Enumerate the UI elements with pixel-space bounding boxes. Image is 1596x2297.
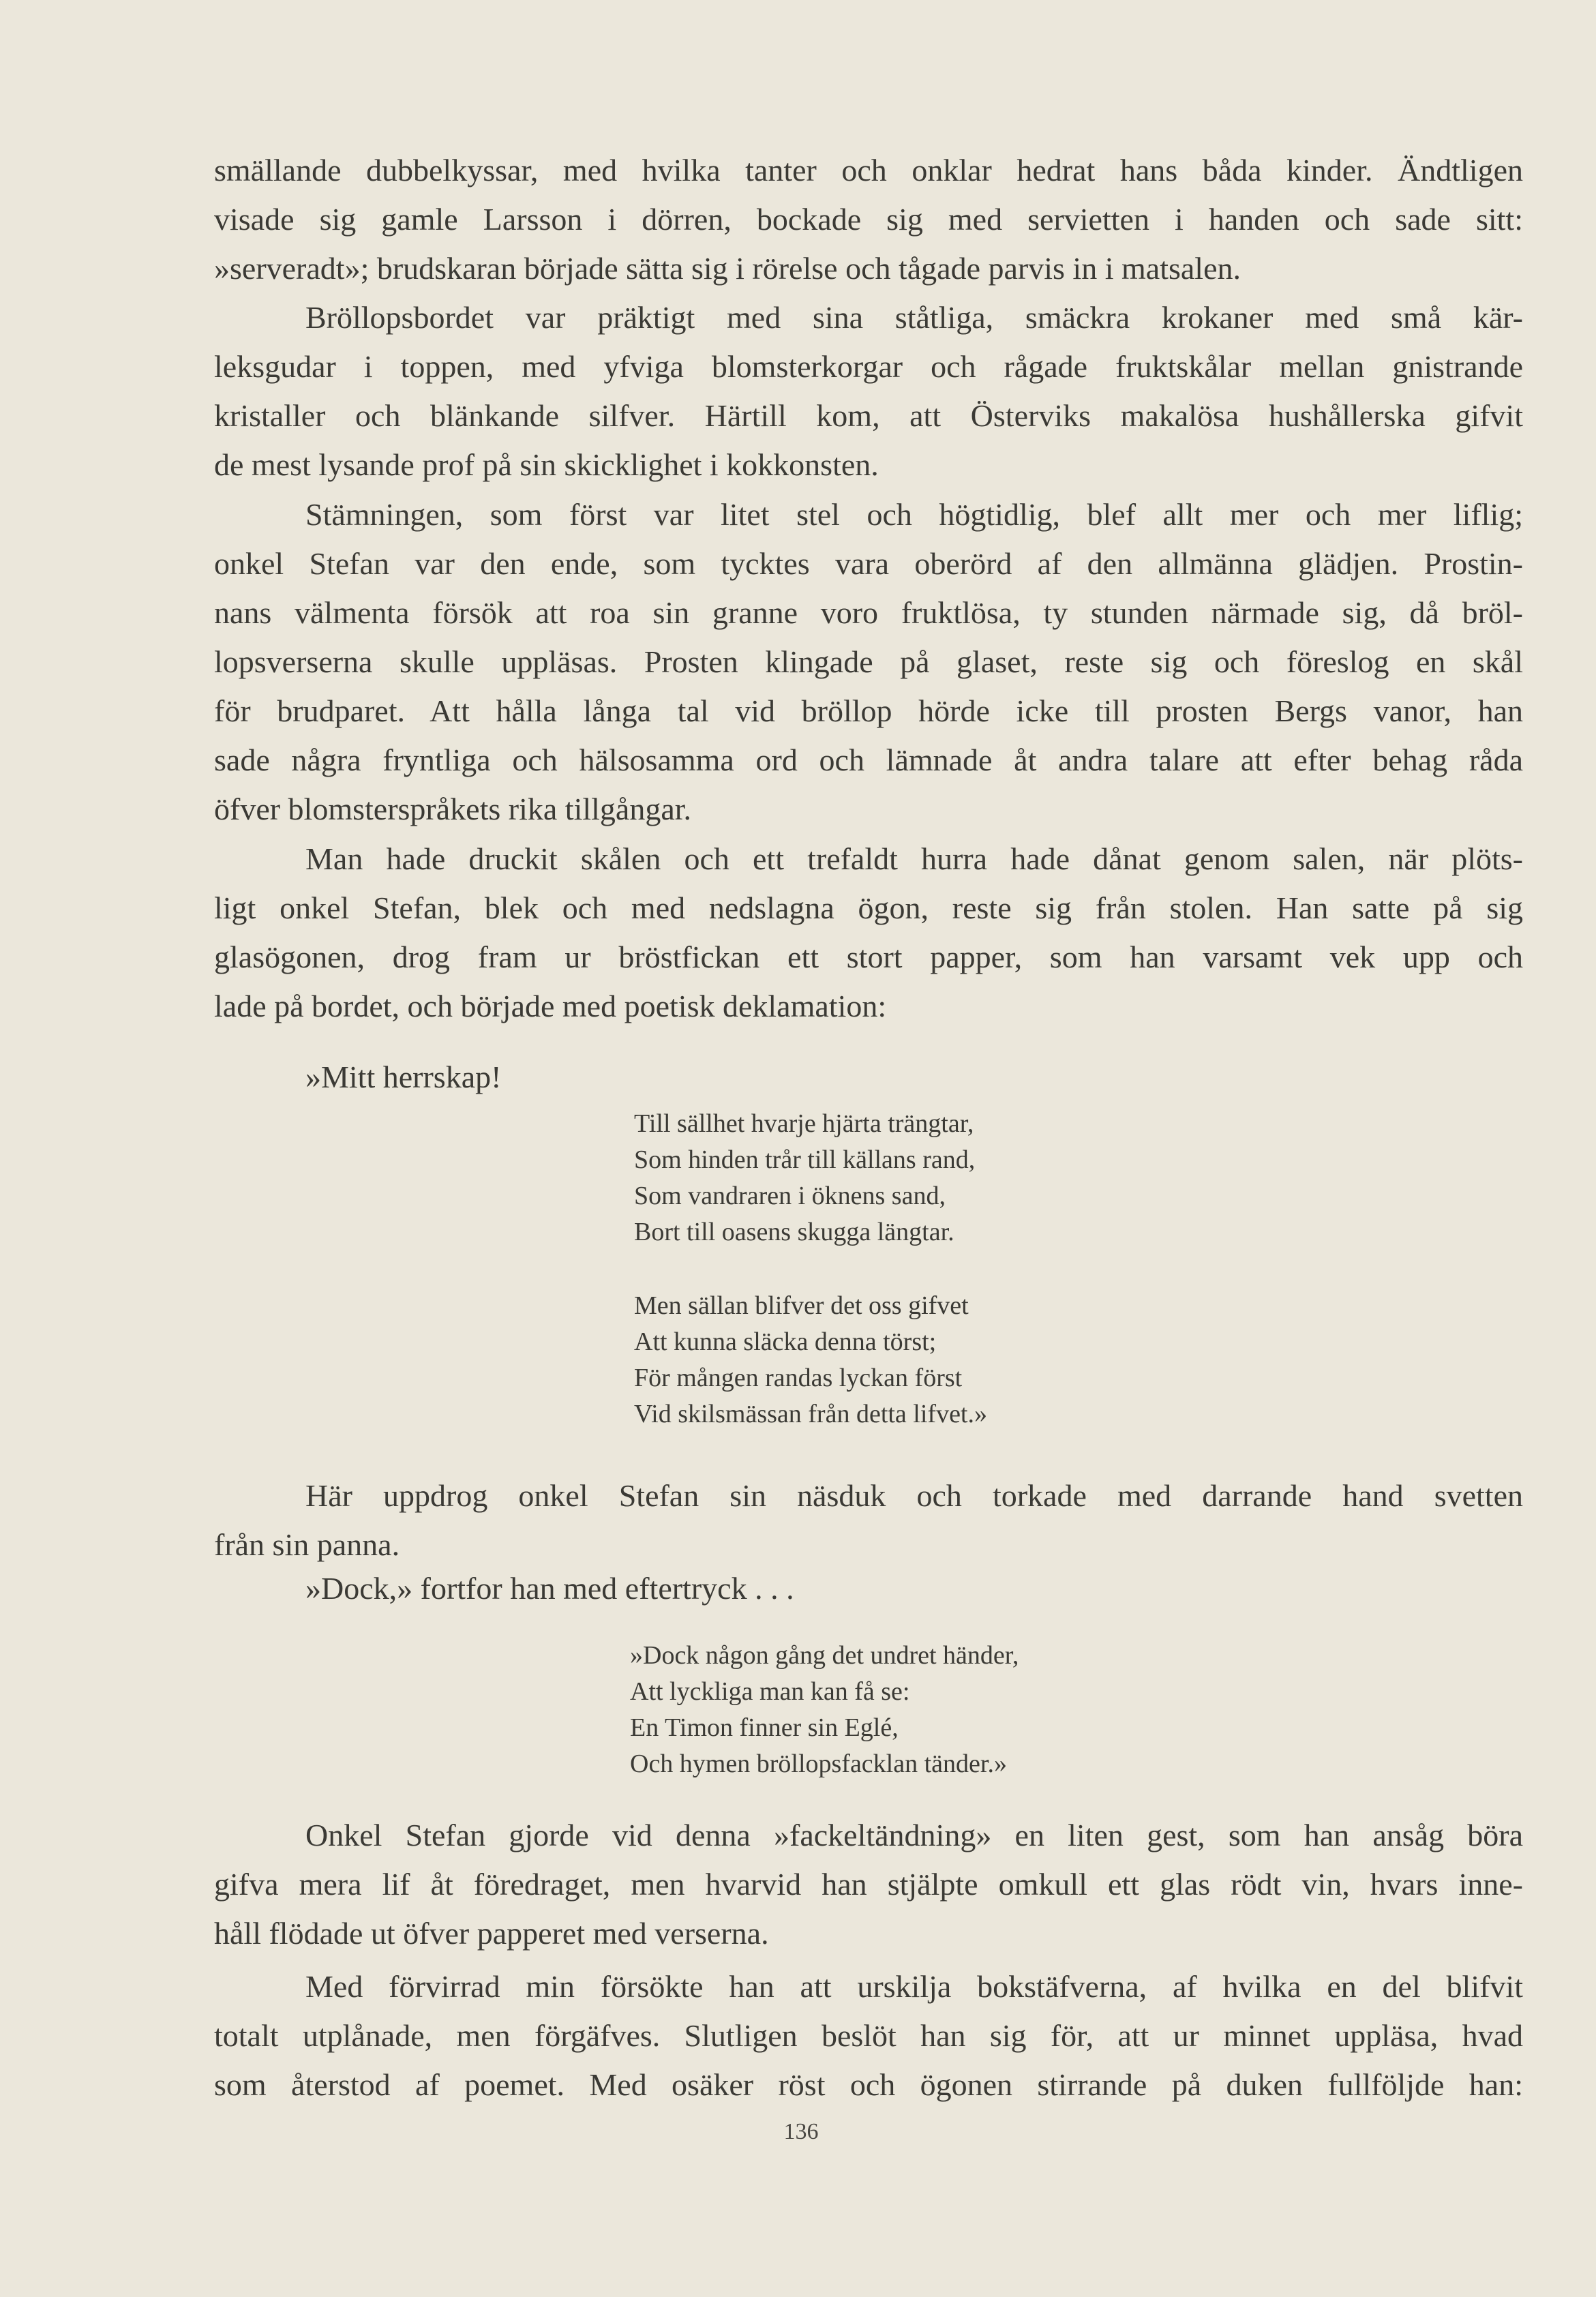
verse-line: Som vandraren i öknens sand, — [634, 1182, 946, 1210]
paragraph-4 — [214, 835, 1523, 1031]
page-number: 136 — [783, 2119, 819, 2144]
text-line: Onkel Stefan gjorde vid denna »fackeltändning» en liten gest, som han ansåg böra — [305, 1818, 1523, 1852]
text-line: de mest lysande prof på sin skicklighet i kokkonsten. — [214, 447, 879, 482]
text-line: håll flödade ut öfver papperet med verserna. — [214, 1916, 769, 1951]
text-line: »serveradt»; brudskaran började sätta sig i rörelse och tågade parvis in i matsalen. — [214, 251, 1241, 286]
verse-line: Som hinden trår till källans rand, — [634, 1145, 976, 1174]
paragraph-2 — [214, 293, 1523, 490]
text-line: lopsverserna skulle uppläsas. Prosten klingade på glaset, reste sig och föreslog en skål — [214, 644, 1523, 679]
text-line: som återstod af poemet. Med osäker röst och ögonen stirrande på duken fullföljde han: — [214, 2067, 1523, 2102]
text-line: leksgudar i toppen, med yfviga blomsterkorgar och rågade fruktskålar mellan gnistrande — [214, 349, 1523, 384]
verse-line: Att lyckliga man kan få se: — [630, 1677, 910, 1706]
paragraph-after-poem — [214, 1471, 1523, 1570]
text-line: öfver blomsterspråkets rika tillgångar. — [214, 792, 692, 826]
poem-stanza-3 — [630, 1638, 1019, 1782]
paragraph-3 — [214, 490, 1523, 834]
text-line: nans välmenta försök att roa sin granne voro fruktlösa, ty stunden närmade sig, då bröl- — [214, 595, 1523, 630]
verse-line: Och hymen bröllopsfacklan tänder.» — [630, 1750, 1007, 1778]
verse-line: För mången randas lyckan först — [634, 1364, 963, 1392]
text-line: visade sig gamle Larsson i dörren, bockade sig med servietten i handen och sade sitt: — [214, 202, 1523, 237]
text-line: Med förvirrad min försökte han att urskilja bokstäfverna, af hvilka en del blifvit — [305, 1969, 1523, 2004]
text-line: sade några fryntliga och hälsosamma ord och lämnade åt andra talare att efter behag råda — [214, 742, 1523, 777]
text-line: Stämningen, som först var litet stel och högtidlig, blef allt mer och mer liflig; — [305, 497, 1523, 532]
text-line: onkel Stefan var den ende, som tycktes vara oberörd af den allmänna glädjen. Prostin- — [214, 546, 1523, 581]
verse-line: »Dock någon gång det undret händer, — [630, 1641, 1019, 1670]
verse-line: Att kunna släcka denna törst; — [634, 1327, 937, 1356]
text-line: lade på bordet, och började med poetisk deklamation: — [214, 989, 887, 1023]
poem-salutation: »Mitt herrskap! — [305, 1060, 502, 1094]
poem-stanza-1 — [634, 1106, 975, 1250]
verse-line: Men sällan blifver det oss gifvet — [634, 1291, 969, 1320]
dock-line: »Dock,» fortfor han med eftertryck . . . — [305, 1571, 794, 1606]
text-line: för brudparet. Att hålla långa tal vid bröllop hörde icke till prosten Bergs vanor, han — [214, 693, 1523, 728]
text-line: smällande dubbelkyssar, med hvilka tanter och onklar hedrat hans båda kinder. Ändtligen — [214, 153, 1523, 187]
poem-stanza-2 — [634, 1288, 987, 1432]
paragraph-1 — [214, 146, 1523, 293]
verse-line: Bort till oasens skugga längtar. — [634, 1218, 954, 1246]
text-line: totalt utplånade, men förgäfves. Slutligen beslöt han sig för, att ur minnet uppläsa, hvad — [214, 2018, 1523, 2053]
text-line: Man hade druckit skålen och ett trefaldt hurra hade dånat genom salen, när plöts- — [305, 841, 1523, 876]
text-line: Här uppdrog onkel Stefan sin näsduk och torkade med darrande hand svetten — [305, 1478, 1523, 1513]
closing-paragraph-2 — [214, 1962, 1523, 2110]
text-line: ligt onkel Stefan, blek och med nedslagna ögon, reste sig från stolen. Han satte på sig — [214, 890, 1523, 925]
verse-line: En Timon finner sin Eglé, — [630, 1713, 899, 1742]
text-line: från sin panna. — [214, 1527, 400, 1562]
text-line: gifva mera lif åt föredraget, men hvarvid han stjälpte omkull ett glas rödt vin, hvars inne- — [214, 1867, 1523, 1902]
text-line: glasögonen, drog fram ur bröstfickan ett stort papper, som han varsamt vek upp och — [214, 940, 1523, 974]
text-line: Bröllopsbordet var präktigt med sina ståtliga, smäckra krokaner med små kär- — [305, 300, 1523, 335]
closing-paragraph-1 — [214, 1811, 1523, 1958]
verse-line: Till sällhet hvarje hjärta trängtar, — [634, 1109, 974, 1138]
text-line: kristaller och blänkande silfver. Härtill kom, att Österviks makalösa hushållerska gifvit — [214, 398, 1523, 433]
verse-line: Vid skilsmässan från detta lifvet.» — [634, 1400, 987, 1428]
